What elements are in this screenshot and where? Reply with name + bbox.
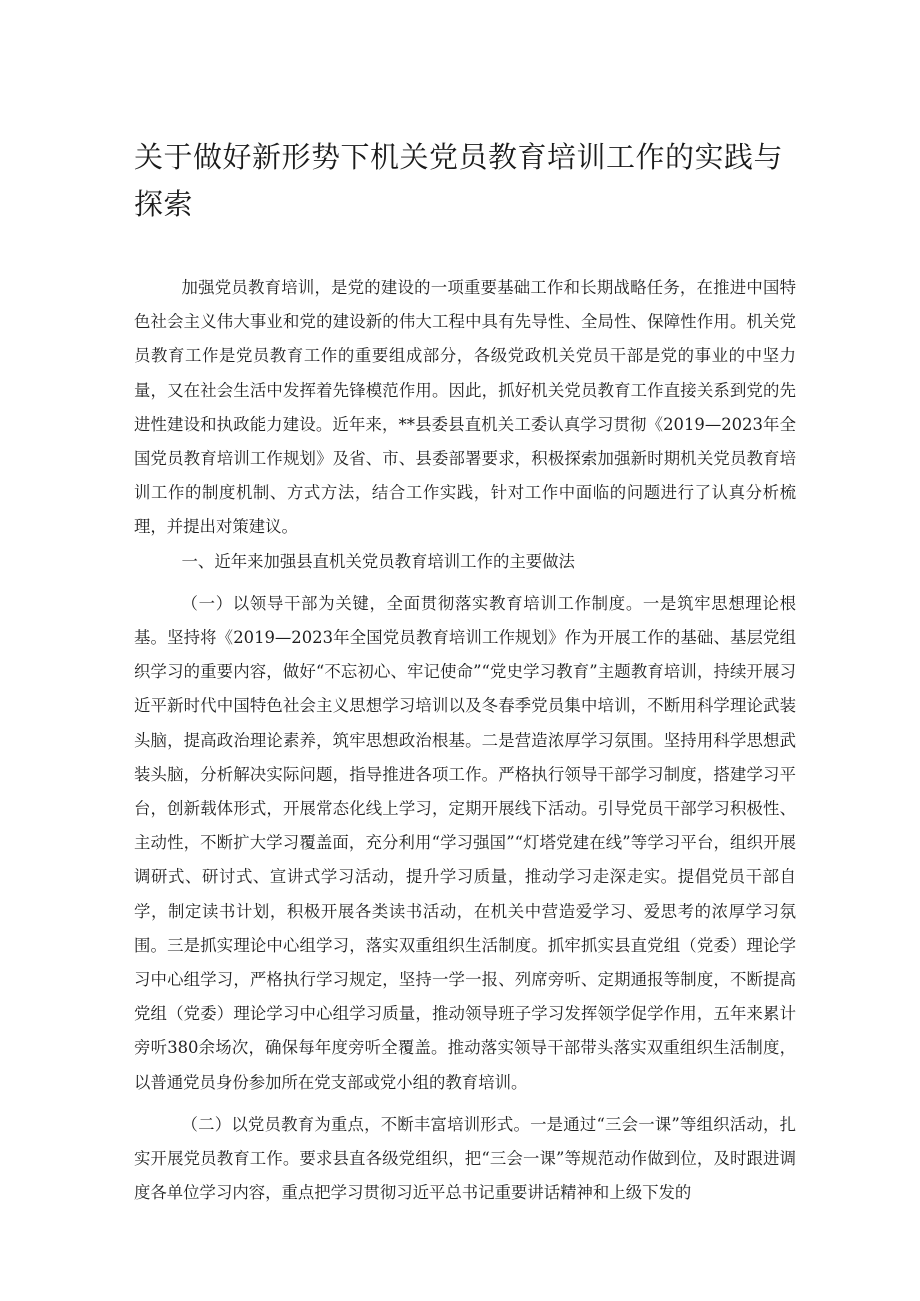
section-heading-1: 一、近年来加强县直机关党员教育培训工作的主要做法 — [181, 551, 575, 571]
document-body — [134, 271, 796, 1210]
paragraph-intro: 加强党员教育培训，是党的建设的一项重要基础工作和长期战略任务，在推进中国特色社会主义伟大事业和党的建设新的伟大工程中具有先导性、全局性、保障性作用。机关党员教育工作是党员教育工作的重要组成部分，各级党政机关党员干部是党的事业的中坚力量，又在社会生活中发挥着先锋模范作用。因此，抓好机关党员教育工作直接关系到党的先进性建设和执政能力建设。近年来，**县委县直机关工委认真学习贯彻《2019—2023年全国党员教育培训工作规划》及省、市、县委部署要求，积极探索加强新时期机关党员教育培训工作的制度机制、方式方法，结合工作实践，针对工作中面临的问题进行了认真分析梳理，并提出对策建议。 — [134, 278, 796, 537]
paragraph-section-1-1: （一）以领导干部为关键，全面贯彻落实教育培训工作制度。一是筑牢思想理论根基。坚持将《2019—2023年全国党员教育培训工作规划》作为开展工作的基础、基层党组织学习的重要内容，做好“不忘初心、牢记使命”“党史学习教育”主题教育培训，持续开展习近平新时代中国特色社会主义思想学习培训以及冬春季党员集中培训，不断用科学理论武装头脑，提高政治理论素养，筑牢思想政治根基。二是营造浓厚学习氛围。坚持用科学思想武装头脑，分析解决实际问题，指导推进各项工作。严格执行领导干部学习制度，搭建学习平台，创新载体形式，开展常态化线上学习，定期开展线下活动。引导党员干部学习积极性、主动性，不断扩大学习覆盖面，充分利用“学习强国”“灯塔党建在线”等学习平台，组织开展调研式、研讨式、宣讲式学习活动，提升学习质量，推动学习走深走实。提倡党员干部自学，制定读书计划，积极开展各类读书活动，在机关中营造爱学习、爱思考的浓厚学习氛围。三是抓实理论中心组学习，落实双重组织生活制度。抓牢抓实县直党组（党委）理论学习中心组学习，严格执行学习规定，坚持一学一报、列席旁听、定期通报等制度，不断提高党组（党委）理论学习中心组学习质量，推动领导班子学习发挥领学促学作用，五年来累计旁听380余场次，确保每年度旁听全覆盖。推动落实领导干部带头落实双重组织生活制度，以普通党员身份参加所在党支部或党小组的教育培训。 — [134, 593, 796, 1092]
paragraph-section-1-2: （二）以党员教育为重点，不断丰富培训形式。一是通过“三会一课”等组织活动，扎实开展党员教育工作。要求县直各级党组织，把“三会一课”等规范动作做到位，及时跟进调度各单位学习内容，重点把学习贯彻习近平总书记重要讲话精神和上级下发的 — [134, 1114, 796, 1203]
document-title: 关于做好新形势下机关党员教育培训工作的实践与探索 — [134, 140, 784, 221]
